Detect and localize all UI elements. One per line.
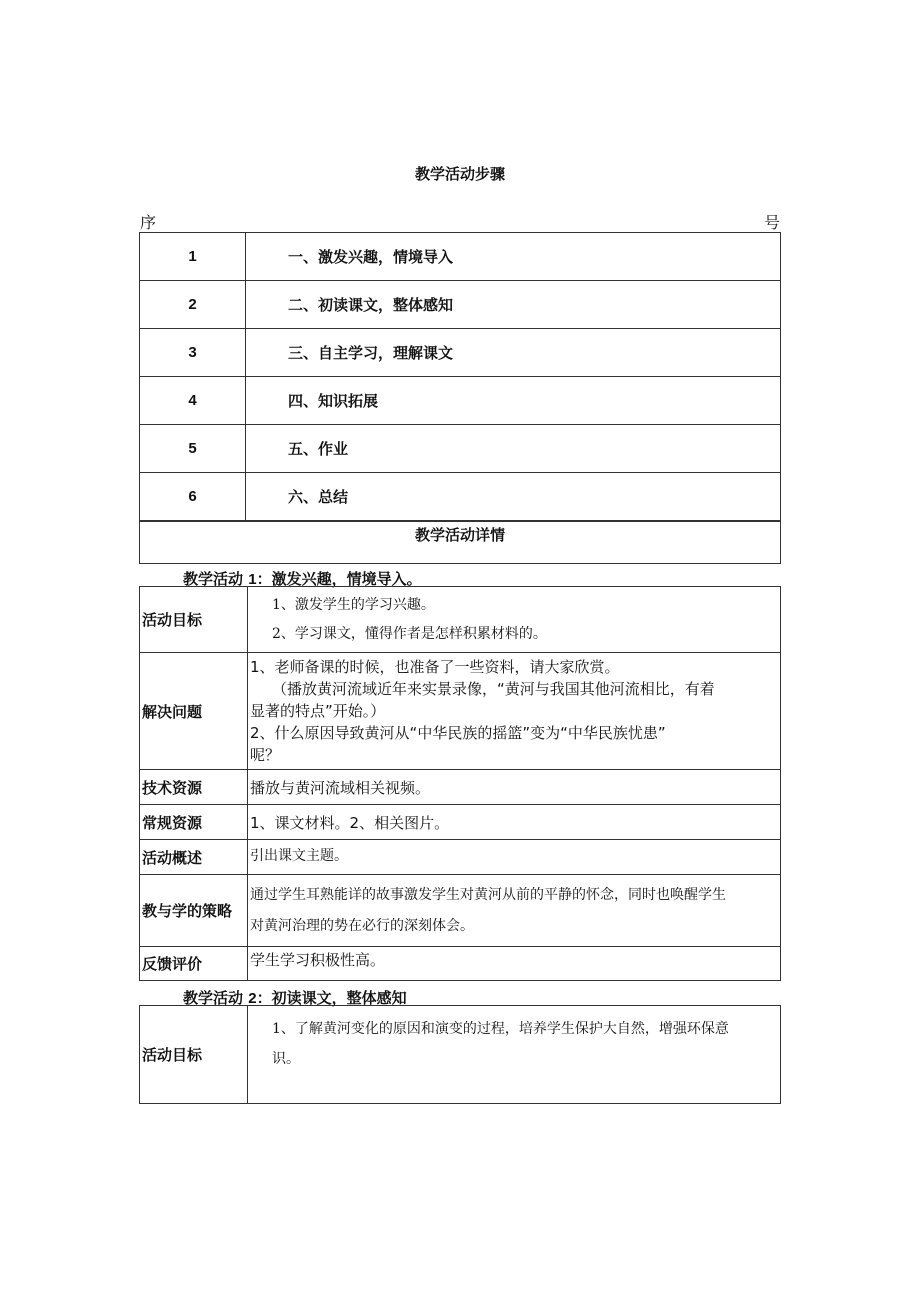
goal-value <box>248 1006 781 1104</box>
activity2-heading-prefix: 教学活动 <box>183 989 244 1007</box>
problem-line: 显著的特点”开始。） <box>250 702 386 720</box>
activity2-goal-row <box>140 1006 781 1104</box>
activity1-tech-row <box>140 770 781 805</box>
goal-label: 活动目标 <box>140 587 248 653</box>
step-number: 1 <box>140 233 246 281</box>
step-label: 四、知识拓展 <box>246 377 781 425</box>
goal-line: 识。 <box>272 1051 300 1067</box>
tech-value: 播放与黄河流域相关视频。 <box>248 770 781 805</box>
step-number: 5 <box>140 425 246 473</box>
steps-table <box>139 232 781 521</box>
problem-line: 呢？ <box>250 746 281 764</box>
activity2-heading-num: 2 <box>248 990 257 1007</box>
step-row <box>140 377 781 425</box>
details-title: 教学活动详情 <box>139 521 781 564</box>
step-row <box>140 329 781 377</box>
step-number: 4 <box>140 377 246 425</box>
step-label: 六、总结 <box>246 473 781 521</box>
goal-label: 活动目标 <box>140 1006 248 1104</box>
activity2-table <box>139 1005 781 1104</box>
tech-label: 技术资源 <box>140 770 248 805</box>
activity1-feedback-row <box>140 947 781 981</box>
goal-line: 1、了解黄河变化的原因和演变的过程，培养学生保护大自然，增强环保意 <box>272 1021 729 1037</box>
feedback-value: 学生学习积极性高。 <box>248 947 781 981</box>
page-title: 教学活动步骤 <box>414 165 505 183</box>
activity1-heading-num: 1 <box>248 571 257 588</box>
goal-value <box>248 587 781 653</box>
problem-line: 2、什么原因导致黄河从“中华民族的摇篮”变为“中华民族忧患” <box>250 724 666 742</box>
activity1-table <box>139 586 781 981</box>
normal-label: 常规资源 <box>140 805 248 840</box>
overview-value: 引出课文主题。 <box>248 840 781 875</box>
strategy-line: 通过学生耳熟能详的故事激发学生对黄河从前的平静的怀念，同时也唤醒学生 <box>250 886 726 903</box>
normal-value: 1、课文材料。2、相关图片。 <box>248 805 781 840</box>
step-number: 3 <box>140 329 246 377</box>
step-label: 一、激发兴趣，情境导入 <box>246 233 781 281</box>
problem-label: 解决问题 <box>140 653 248 770</box>
feedback-label: 反馈评价 <box>140 947 248 981</box>
goal-line: 2、学习课文，懂得作者是怎样积累材料的。 <box>272 625 547 642</box>
strategy-value <box>248 875 781 947</box>
problem-line: 1、老师备课的时候，也准备了一些资料，请大家欣赏。 <box>250 658 620 676</box>
activity2-heading-text: ：初读课文，整体感知 <box>256 989 407 1007</box>
activity1-heading-text: ：激发兴趣，情境导入。 <box>256 570 422 588</box>
goal-line: 1、激发学生的学习兴趣。 <box>272 596 435 613</box>
header-left: 序 <box>140 213 157 232</box>
strategy-line: 对黄河治理的势在必行的深刻体会。 <box>250 917 474 934</box>
activity1-strategy-row <box>140 875 781 947</box>
step-number: 2 <box>140 281 246 329</box>
step-row <box>140 233 781 281</box>
activity1-problem-row <box>140 653 781 770</box>
step-label: 二、初读课文，整体感知 <box>246 281 781 329</box>
step-label: 三、自主学习，理解课文 <box>246 329 781 377</box>
activity1-heading-prefix: 教学活动 <box>183 570 244 588</box>
header-right: 号 <box>764 213 781 232</box>
problem-line: （播放黄河流域近年来实景录像，“黄河与我国其他河流相比，有着 <box>272 680 715 698</box>
overview-label: 活动概述 <box>140 840 248 875</box>
step-row <box>140 473 781 521</box>
strategy-label: 教与学的策略 <box>140 875 248 947</box>
step-label: 五、作业 <box>246 425 781 473</box>
problem-value <box>248 653 781 770</box>
step-row <box>140 281 781 329</box>
step-row <box>140 425 781 473</box>
activity1-overview-row <box>140 840 781 875</box>
step-number: 6 <box>140 473 246 521</box>
activity1-goal-row <box>140 587 781 653</box>
activity1-normal-row <box>140 805 781 840</box>
